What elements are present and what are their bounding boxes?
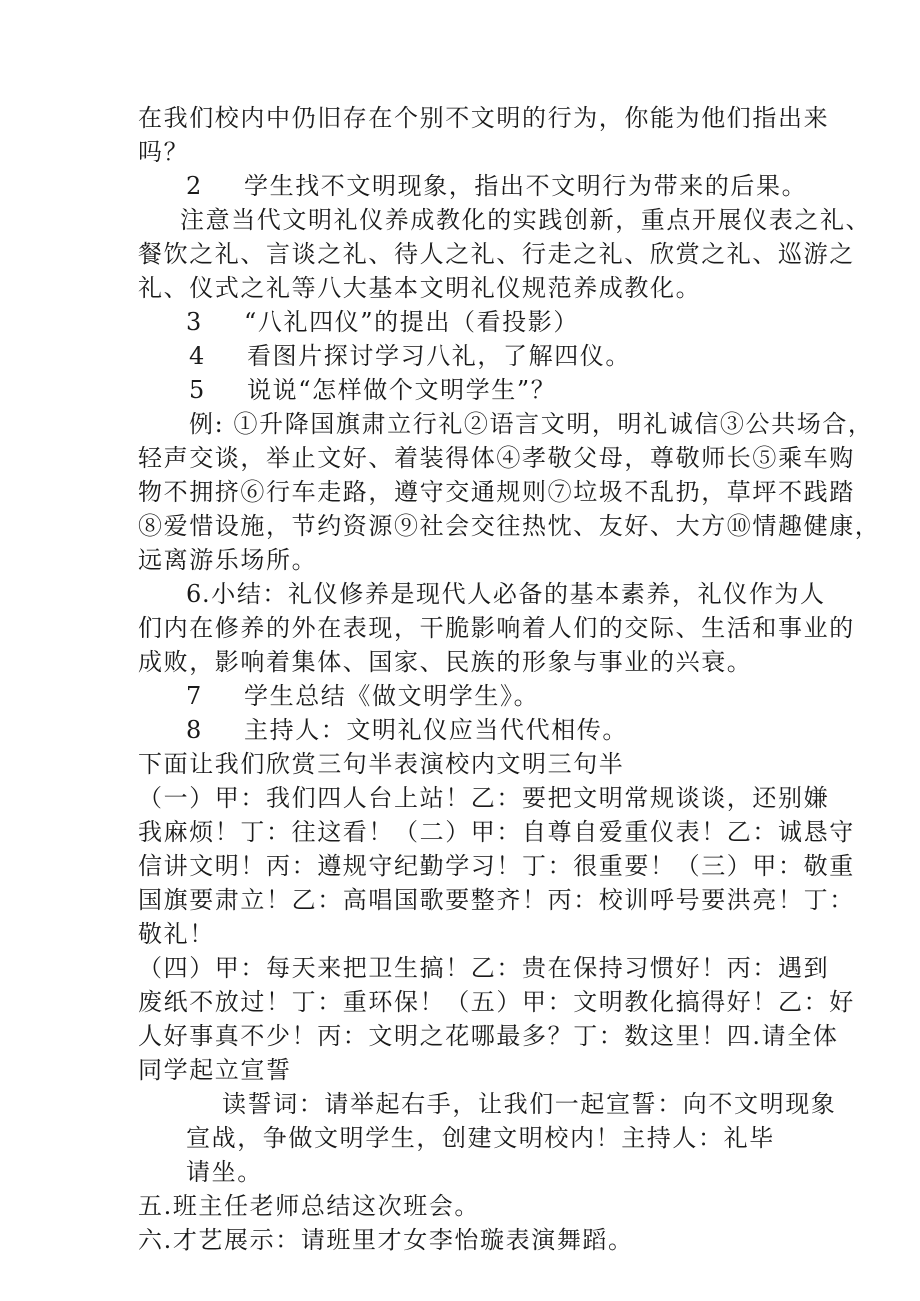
item-number: 4 xyxy=(189,342,206,370)
text-line: 五.班主任老师总结这次班会。 xyxy=(138,1192,481,1220)
text-line: （一）甲：我们四人台上站！乙：要把文明常规谈谈，还别嫌 xyxy=(138,784,830,812)
text-line: 同学起立宣誓 xyxy=(138,1056,292,1084)
text-line: 物不拥挤⑥行车走路，遵守交通规则⑦垃圾不乱扔，草坪不践踏 xyxy=(138,478,855,506)
text-line: 轻声交谈，举止文好、着装得体④孝敬父母，尊敬师长⑤乘车购 xyxy=(138,444,855,472)
text-line: 吗？ xyxy=(138,138,190,166)
text-line: 请坐。 xyxy=(186,1158,263,1186)
item-number: 3 xyxy=(186,308,203,336)
text-line: 成败，影响着集体、国家、民族的形象与事业的兴衰。 xyxy=(138,648,753,676)
numbered-item xyxy=(189,373,556,407)
item-number: 2 xyxy=(186,172,203,200)
text-line: 我麻烦！丁：往这看！（二）甲：自尊自爱重仪表！乙：诚恳守 xyxy=(138,818,855,846)
item-text: 学生总结《做文明学生》。 xyxy=(244,682,540,710)
numbered-item xyxy=(186,679,539,713)
text-line: 例: ①升降国旗肃立行礼②语言文明，明礼诚信③公共场合， xyxy=(189,410,874,438)
numbered-item xyxy=(186,577,826,611)
numbered-item xyxy=(189,339,631,373)
text-line: 信讲文明！丙：遵规守纪勤学习！丁：很重要！（三）甲：敬重 xyxy=(138,852,855,880)
text-line: 废纸不放过！丁：重环保！（五）甲：文明教化搞得好！乙：好 xyxy=(138,988,855,1016)
text-line: （四）甲：每天来把卫生搞！乙：贵在保持习惯好！丙：遇到 xyxy=(138,954,830,982)
item-text: 看图片探讨学习八礼，了解四仪。 xyxy=(247,342,631,370)
text-line: 人好事真不少！丙：文明之花哪最多？丁：数这里！四.请全体 xyxy=(138,1022,839,1050)
text-line: 礼、仪式之礼等八大基本文明礼仪规范养成教化。 xyxy=(138,274,702,302)
text-line: 六.才艺展示：请班里才女李怡璇表演舞蹈。 xyxy=(138,1226,634,1254)
numbered-item xyxy=(186,713,628,747)
text-line: 在我们校内中仍旧存在个别不文明的行为，你能为他们指出来 xyxy=(138,104,830,132)
text-line: 国旗要肃立！乙：高唱国歌要整齐！丙：校训呼号要洪亮！丁： xyxy=(138,886,855,914)
item-number: 5 xyxy=(189,376,206,404)
item-text: .小结：礼仪修养是现代人必备的基本素养，礼仪作为人 xyxy=(202,580,826,608)
text-line: 餐饮之礼、言谈之礼、待人之礼、行走之礼、欣赏之礼、巡游之 xyxy=(138,240,855,268)
item-text: “八礼四仪”的提出（看投影） xyxy=(244,308,579,336)
text-line: 敬礼！ xyxy=(138,920,215,948)
item-number: 6 xyxy=(186,580,203,608)
item-number: 7 xyxy=(186,682,203,710)
item-number: 8 xyxy=(186,716,203,744)
text-line: 注意当代文明礼仪养成教化的实践创新，重点开展仪表之礼、 xyxy=(180,206,872,234)
text-line: 宣战，争做文明学生，创建文明校内！主持人：礼毕 xyxy=(186,1124,775,1152)
numbered-item xyxy=(186,305,579,339)
text-line: ⑧爱惜设施，节约资源⑨社会交往热忱、友好、大方⑩情趣健康， xyxy=(138,512,881,540)
text-line: 读誓词：请举起右手，让我们一起宣誓：向不文明现象 xyxy=(222,1090,837,1118)
item-text: 学生找不文明现象，指出不文明行为带来的后果。 xyxy=(244,172,808,200)
text-line: 远离游乐场所。 xyxy=(138,546,318,574)
numbered-item xyxy=(186,169,807,203)
item-text: 说说“怎样做个文明学生”？ xyxy=(247,376,557,404)
text-line: 们内在修养的外在表现，干脆影响着人们的交际、生活和事业的 xyxy=(138,614,855,642)
item-text: 主持人：文明礼仪应当代代相传。 xyxy=(244,716,628,744)
text-line: 下面让我们欣赏三句半表演校内文明三句半 xyxy=(138,750,625,778)
